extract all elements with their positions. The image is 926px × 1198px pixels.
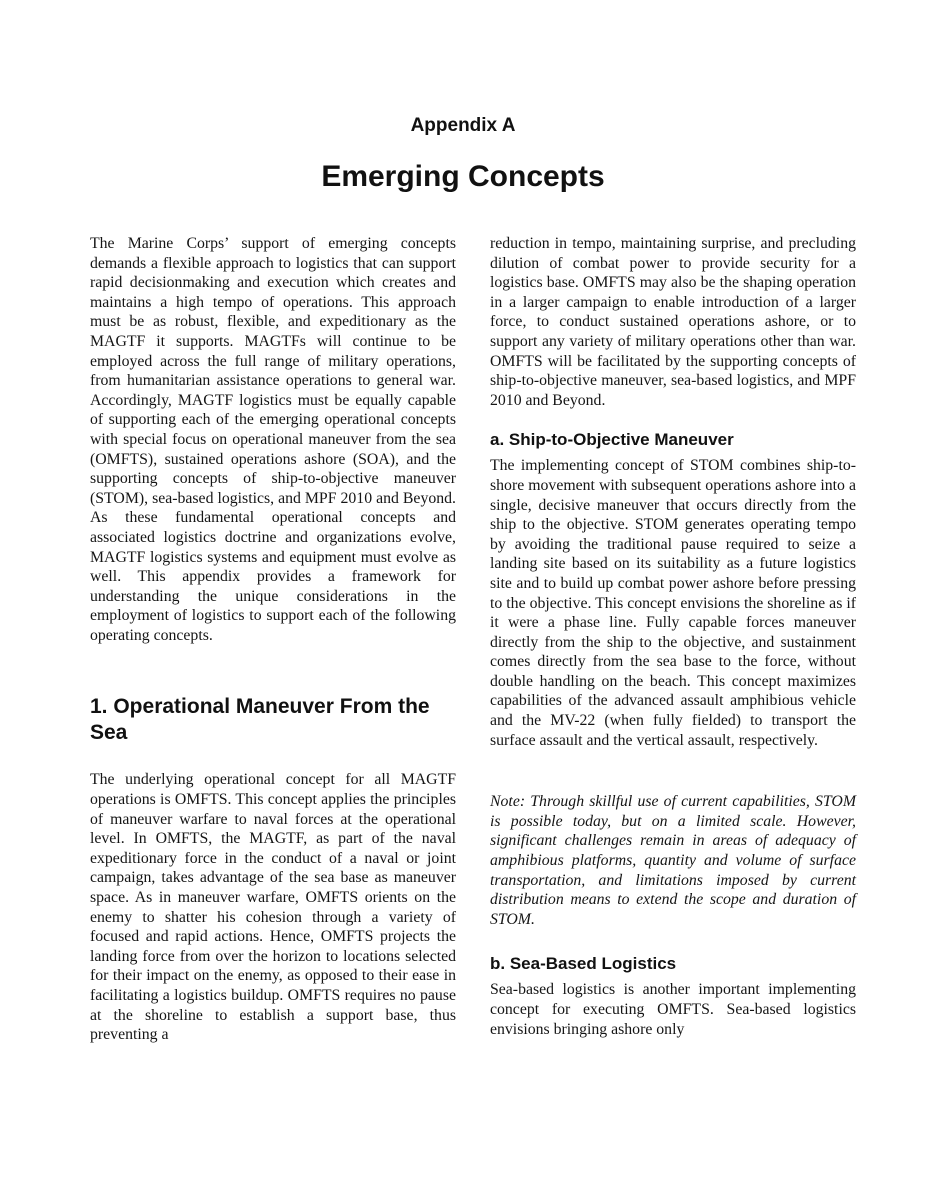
section-1-heading: 1. Operational Maneuver From the Sea [90,695,430,745]
section-1-paragraph: The underlying operational concept for all MAGTF operations is OMFTS. This concept applies the principles of maneuver warfare to naval forces at the operational level. In OMFTS, the MAGTF, as part of the naval expeditionary force in the conduct of a naval or joint campaign, takes advantage of the sea base as maneuver space. As in maneuver warfare, OMFTS orients on the enemy to shatter his cohesion through a variety of focused and rapid actions. Hence, OMFTS projects the landing force from over the horizon to locations selected for their impact on the enemy, as opposed to their ease in facilitating a logistics buildup. OMFTS requires no pause at the shoreline to establish a support base, thus preventing a [90,771,456,1044]
subsection-b-heading: b. Sea-Based Logistics [490,954,677,974]
continuation-paragraph: reduction in tempo, maintaining surprise, and precluding dilution of combat power to provide security for a logistics base. OMFTS may also be the shaping operation in a larger campaign to enable introduction of a larger force, to conduct sustained operations ashore, or to support any variety of military operations other than war. OMFTS will be facilitated by the supporting concepts of ship-to-objective maneuver, sea-based logistics, and MPF 2010 and Beyond. [490,235,856,409]
two-column-layout [0,194,926,1045]
left-column [90,234,456,1045]
intro-paragraph: The Marine Corps’ support of emerging concepts demands a flexible approach to logistics that can support rapid decisionmaking and execution which creates and maintains a high tempo of operations. This approach must be as robust, flexible, and expeditionary as the MAGTF it supports. MAGTFs will continue to be employed across the full range of military operations, from humanitarian assistance operations to general war. Accordingly, MAGTF logistics must be equally capable of supporting each of the emerging operational concepts with special focus on operational maneuver from the sea (OMFTS), sustained operations ashore (SOA), and the supporting concepts of ship-to-objective maneuver (STOM), sea-based logistics, and MPF 2010 and Beyond. As these fundamental operational concepts and associated logistics doctrine and organizations evolve, MAGTF logistics systems and equipment must evolve as well. This appendix provides a framework for understanding the unique considerations in the employment of logistics to support each of the following operating concepts. [90,235,456,644]
subsection-a-paragraph: The implementing concept of STOM combines ship-to-shore movement with subsequent operations ashore into a single, decisive maneuver that occurs directly from the ship to the objective. STOM generates operating tempo by avoiding the traditional pause required to seize a landing site based on its suitability as a future logistics site and to build up combat power ashore before pressing to the objective. This concept envisions the shoreline as if it were a phase line. Fully capable forces maneuver directly from the ship to the objective, and sustainment comes directly from the sea base to the force, without double handling on the beach. This concept maximizes capabilities of the advanced assault amphibious vehicle and the MV-22 (when fully fielded) to transport the surface assault and the vertical assault, respectively. [490,457,856,749]
page-title: Emerging Concepts [321,160,605,193]
appendix-label: Appendix A [410,115,516,136]
note-paragraph: Note: Through skillful use of current capabilities, STOM is possible today, but on a limited scale. However, significant challenges remain in areas of adequacy of amphibious platforms, quantity and volume of surface transportation, and limitations imposed by current distribution means to extend the scope and duration of STOM. [490,793,856,928]
subsection-a-heading: a. Ship-to-Objective Maneuver [490,430,734,450]
subsection-b-paragraph: Sea-based logistics is another important implementing concept for executing OMFTS. Sea-based logistics envisions bringing ashore only [490,981,856,1038]
right-column [490,234,856,1045]
